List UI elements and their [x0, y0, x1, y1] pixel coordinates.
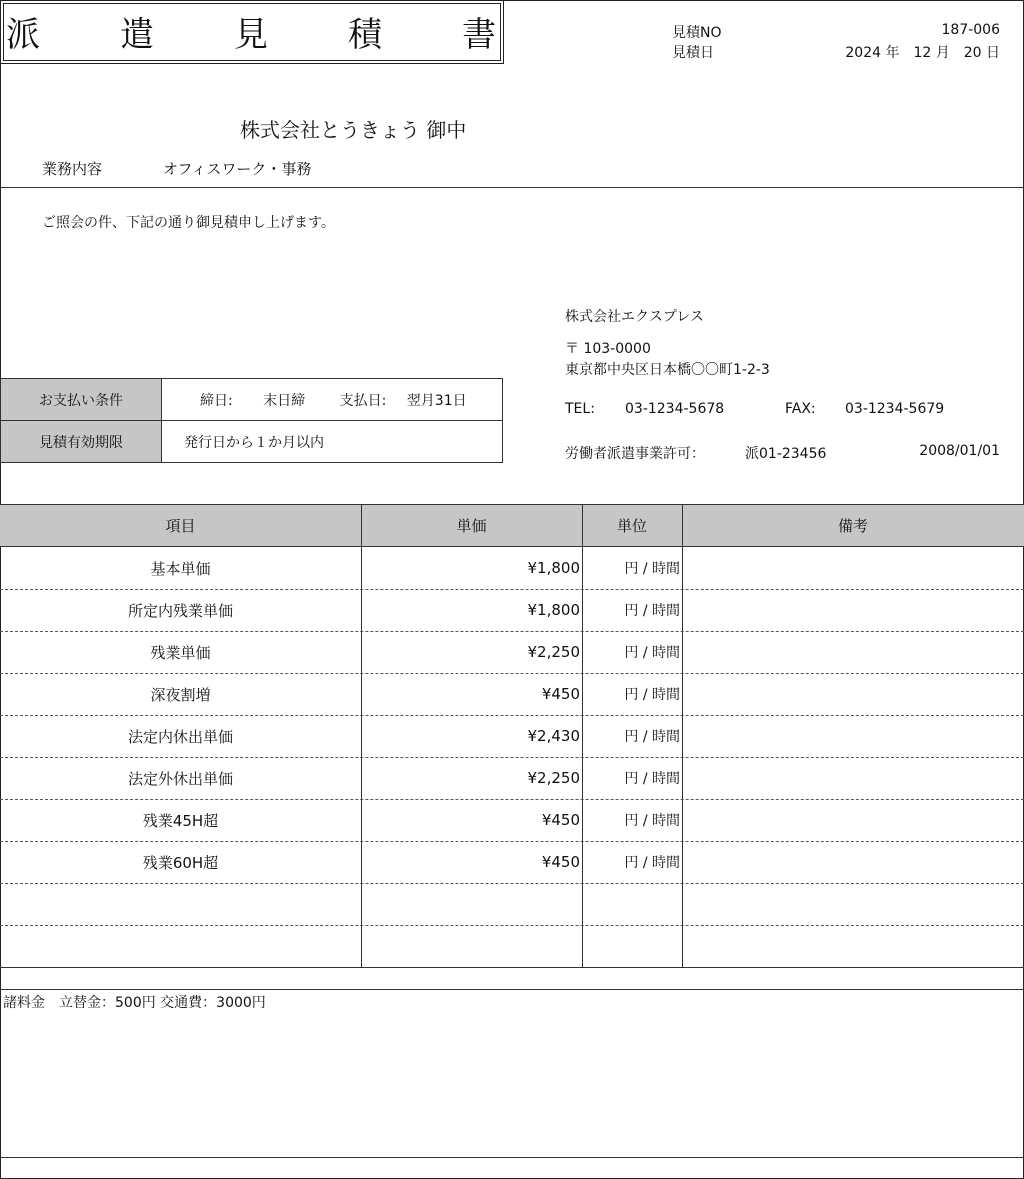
row-item: 深夜割増 [150, 685, 211, 704]
intro-text: ご照会の件、下記の通り御見積申し上げます。 [42, 215, 335, 231]
row-divider [0, 715, 1024, 716]
license-label: 労働者派遣事業許可： [565, 446, 705, 462]
row-item: 法定外休出単価 [127, 769, 233, 788]
row-note [682, 883, 1024, 925]
license-number: 派01-23456 [745, 446, 827, 462]
row-note [682, 799, 1024, 841]
row-divider [0, 631, 1024, 632]
notes-top-line [0, 989, 1024, 990]
row-divider [0, 757, 1024, 758]
row-unit [582, 925, 680, 967]
row-note [682, 547, 1024, 589]
column-divider [582, 504, 583, 968]
row-unit: 円 / 時間 [624, 603, 680, 619]
payment-terms-label: お支払い条件 [1, 379, 162, 421]
notes-bottom-line [0, 1157, 1024, 1158]
validity-label: 見積有効期限 [1, 421, 162, 463]
row-price: ¥2,250 [527, 643, 580, 661]
row-price: ¥1,800 [527, 559, 580, 577]
row-divider [0, 841, 1024, 842]
column-divider [682, 504, 683, 968]
payday-label: 支払日: [339, 392, 387, 409]
title-char: 遣 [120, 14, 154, 55]
company-postal: 〒 103-0000 [565, 341, 651, 357]
license-date: 2008/01/01 [919, 443, 1000, 459]
estimate-date-value: 2024 年 12 月 20 日 [845, 45, 1000, 61]
estimate-date-label: 見積日 [672, 45, 714, 61]
row-divider [0, 799, 1024, 800]
row-price: ¥1,800 [527, 601, 580, 619]
row-item [0, 925, 361, 967]
tel-value: 03-1234-5678 [625, 401, 725, 417]
row-note [682, 715, 1024, 757]
title-char: 見 [234, 14, 268, 55]
title-char: 書 [462, 14, 496, 55]
row-unit: 円 / 時間 [624, 687, 680, 703]
column-divider [361, 504, 362, 968]
header-price: 単価 [456, 517, 487, 535]
row-note [682, 631, 1024, 673]
row-unit: 円 / 時間 [624, 855, 680, 871]
estimate-no-value: 187-006 [941, 22, 1000, 38]
row-unit: 円 / 時間 [624, 729, 680, 745]
row-note [682, 841, 1024, 883]
row-divider [0, 883, 1024, 884]
header-item: 項目 [165, 517, 196, 535]
tel-label: TEL: [565, 401, 595, 417]
fax-value: 03-1234-5679 [845, 401, 945, 417]
header-unit: 単位 [616, 517, 647, 535]
row-divider [0, 925, 1024, 926]
row-item [0, 883, 361, 925]
row-item: 残業45H超 [142, 811, 219, 830]
row-divider [0, 673, 1024, 674]
row-unit [582, 883, 680, 925]
title-char: 派 [6, 14, 40, 55]
notes-text: 諸料金 立替金：500円 交通費：3000円 [3, 995, 266, 1011]
row-price [361, 883, 580, 925]
row-item: 法定内休出単価 [127, 727, 233, 746]
row-note [682, 673, 1024, 715]
document-title [6, 6, 496, 56]
row-price: ¥450 [541, 853, 580, 871]
row-unit: 円 / 時間 [624, 645, 680, 661]
work-label: 業務内容 [42, 160, 103, 178]
row-price: ¥2,250 [527, 769, 580, 787]
company-name: 株式会社エクスプレス [565, 309, 704, 325]
row-item: 残業単価 [150, 643, 211, 662]
row-item: 所定内残業単価 [127, 601, 233, 620]
row-unit: 円 / 時間 [624, 771, 680, 787]
closing-value: 末日締 [263, 392, 306, 409]
company-address: 東京都中央区日本橋〇〇町1-2-3 [565, 362, 770, 378]
row-unit: 円 / 時間 [624, 813, 680, 829]
client-name: 株式会社とうきょう 御中 [240, 118, 467, 142]
row-item: 基本単価 [150, 559, 211, 578]
header-note: 備考 [837, 517, 868, 535]
work-value: オフィスワーク・事務 [163, 160, 312, 178]
fax-label: FAX: [785, 401, 816, 417]
row-item: 残業60H超 [142, 853, 219, 872]
row-unit: 円 / 時間 [624, 561, 680, 577]
row-note [682, 925, 1024, 967]
row-price [361, 925, 580, 967]
row-price: ¥450 [541, 811, 580, 829]
conditions-table [0, 378, 503, 463]
estimate-no-label: 見積NO [672, 25, 722, 41]
closing-label: 締日: [200, 392, 233, 409]
row-price: ¥450 [541, 685, 580, 703]
row-divider [0, 589, 1024, 590]
validity-value [162, 421, 503, 463]
table-bottom-line [0, 967, 1024, 968]
payment-terms-value [162, 379, 503, 421]
payday-value: 翌月31日 [406, 392, 467, 409]
validity-text: 発行日から１か月以内 [184, 434, 324, 451]
row-note [682, 589, 1024, 631]
row-note [682, 757, 1024, 799]
divider [0, 187, 1024, 188]
row-price: ¥2,430 [527, 727, 580, 745]
title-char: 積 [348, 14, 382, 55]
